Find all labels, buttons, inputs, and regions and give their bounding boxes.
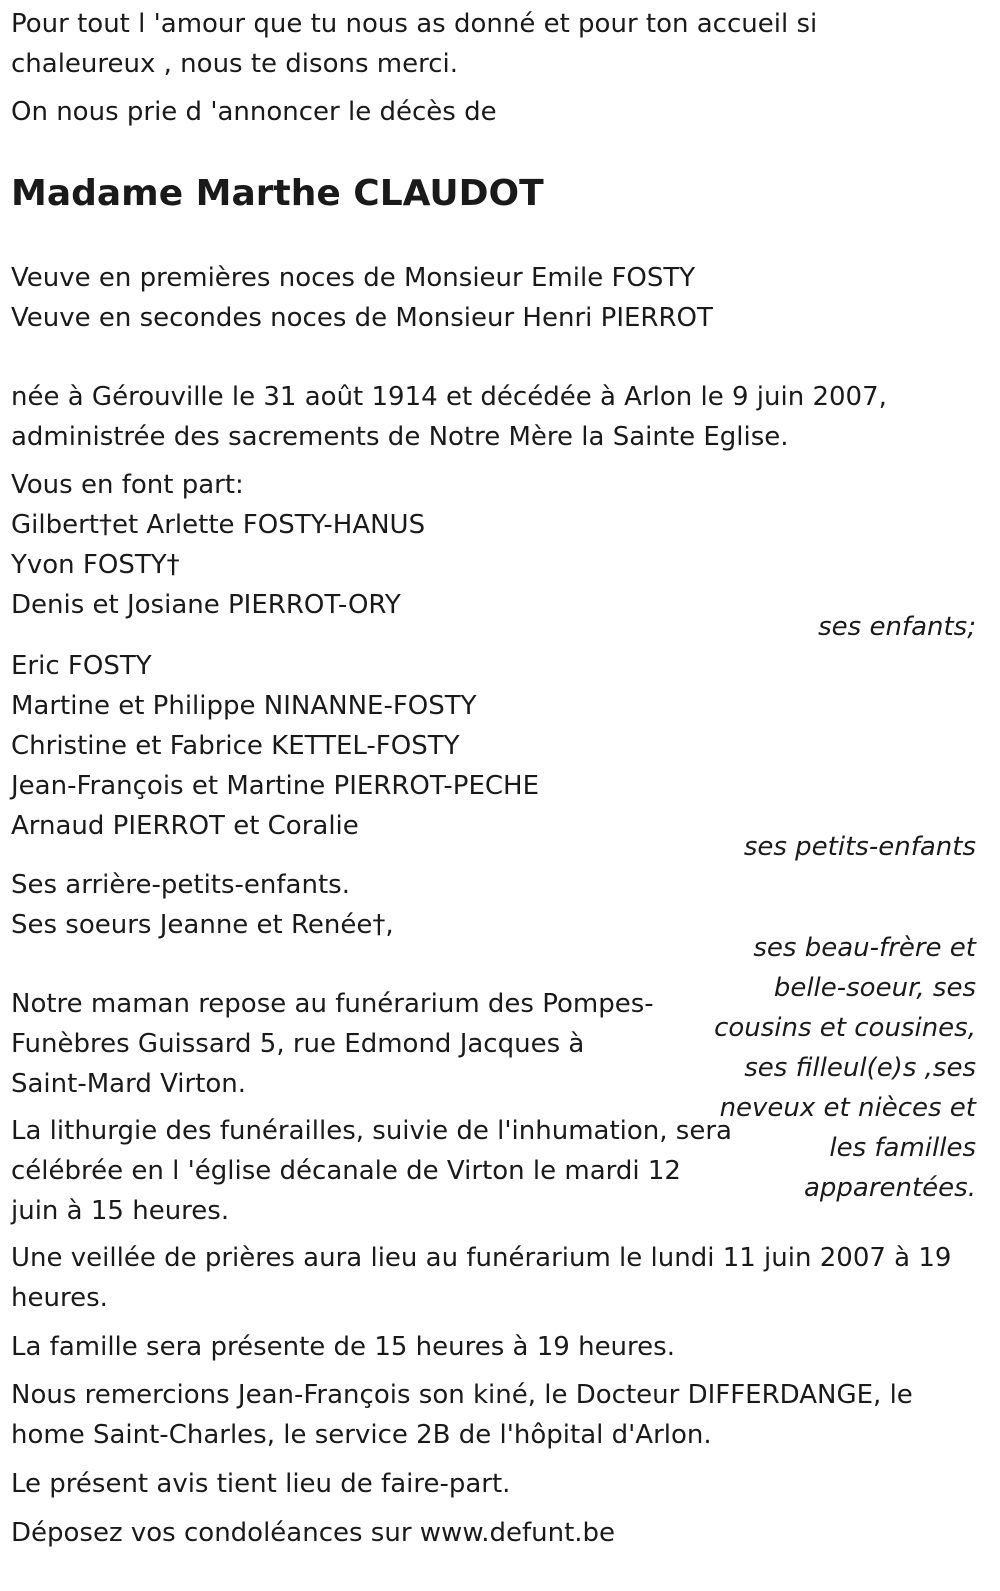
family-paragraph: La famille sera présente de 15 heures à 19 heures. — [11, 1332, 675, 1362]
widow-paragraph — [11, 258, 713, 338]
notice-paragraph: Le présent avis tient lieu de faire-part. — [11, 1469, 511, 1499]
birth-line: née à Gérouville le 31 août 1914 et décédée à Arlon le 9 juin 2007, — [11, 382, 887, 412]
children-label: ses enfants; — [818, 612, 976, 642]
widow-line: Veuve en secondes noces de Monsieur Henri PIERROT — [11, 303, 713, 333]
rests-paragraph: Notre maman repose au funérarium des Pompes- Funèbres Guissard 5, rue Edmond Jacques à Saint-Mard Virton. — [11, 989, 654, 1099]
list-item: Vous en font part: — [11, 470, 244, 500]
list-item: Jean-François et Martine PIERROT-PECHE — [11, 771, 540, 801]
birth-paragraph — [11, 377, 887, 457]
intro-paragraph — [11, 4, 817, 84]
list-item: Arnaud PIERROT et Coralie — [11, 811, 359, 841]
relatives-label: ses beau-frère et belle-soeur, ses cousins et cousines, ses filleul(e)s ,ses neveux et nièces et les familles apparentées. — [714, 933, 976, 1203]
list-item: Eric FOSTY — [11, 651, 152, 681]
list-item: Yvon FOSTY† — [11, 550, 180, 580]
list-item: Gilbert†et Arlette FOSTY-HANUS — [11, 510, 426, 540]
announce-text: On nous prie d 'annoncer le décès de — [11, 97, 497, 127]
birth-line: administrée des sacrements de Notre Mère la Sainte Eglise. — [11, 422, 789, 452]
list-item: Ses arrière-petits-enfants. — [11, 870, 350, 900]
list-item: Martine et Philippe NINANNE-FOSTY — [11, 691, 477, 721]
liturgy-paragraph: La lithurgie des funérailles, suivie de l'inhumation, sera célébrée en l 'église décanale de Virton le mardi 12 juin à 15 heures. — [11, 1116, 732, 1226]
widow-line: Veuve en premières noces de Monsieur Emile FOSTY — [11, 263, 696, 293]
list-item: Denis et Josiane PIERROT-ORY — [11, 590, 401, 620]
condolences-paragraph: Déposez vos condoléances sur www.defunt.be — [11, 1518, 616, 1548]
grandchildren-list — [11, 646, 539, 846]
thanks-paragraph: Nous remercions Jean-François son kiné, le Docteur DIFFERDANGE, le home Saint-Charles, le service 2B de l'hôpital d'Arlon. — [11, 1380, 913, 1450]
children-list — [11, 465, 425, 625]
vigil-paragraph: Une veillée de prières aura lieu au funérarium le lundi 11 juin 2007 à 19 heures. — [11, 1243, 952, 1313]
intro-line: chaleureux , nous te disons merci. — [11, 49, 459, 79]
list-item: Christine et Fabrice KETTEL-FOSTY — [11, 731, 460, 761]
intro-line: Pour tout l 'amour que tu nous as donné et pour ton accueil si — [11, 9, 818, 39]
grandchildren-label: ses petits-enfants — [743, 832, 976, 862]
list-item: Ses soeurs Jeanne et Renée†, — [11, 910, 394, 940]
deceased-name: Madame Marthe CLAUDOT — [11, 173, 544, 214]
others-list — [11, 865, 394, 945]
